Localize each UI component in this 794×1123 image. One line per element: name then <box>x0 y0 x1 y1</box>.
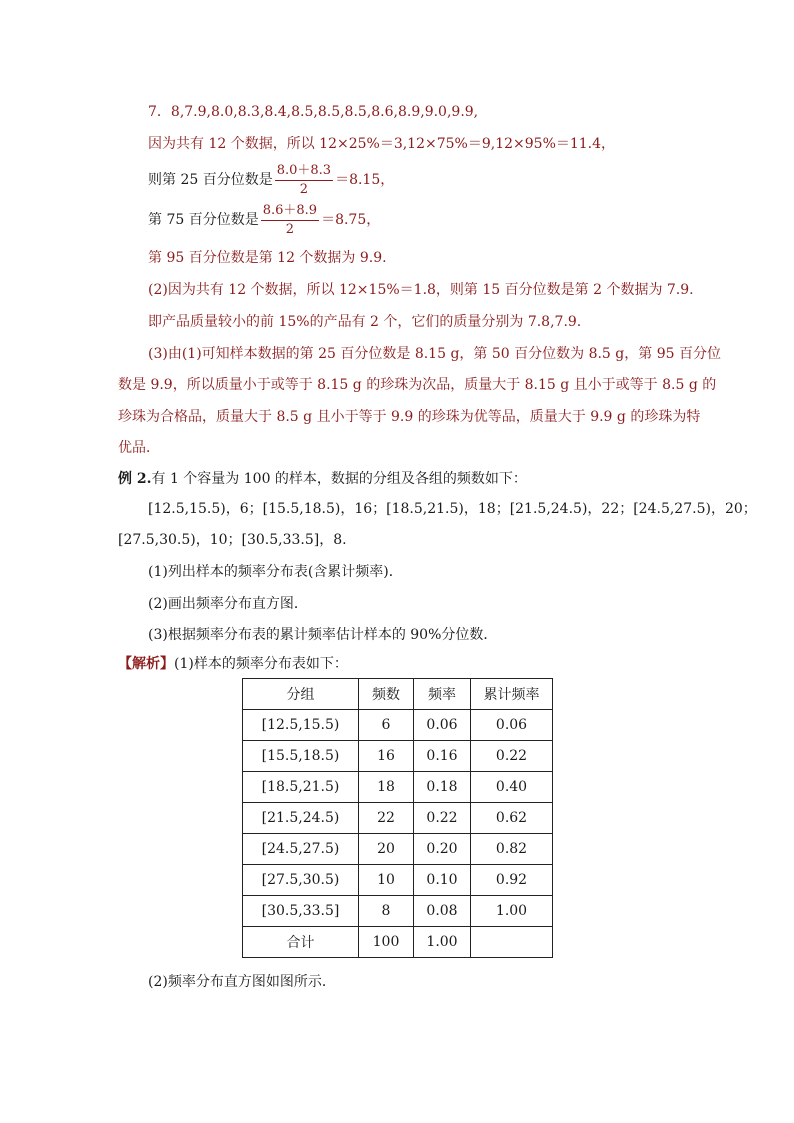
cell-cumulative: 1.00 <box>471 896 553 927</box>
cell-frequency: 0.10 <box>414 865 471 896</box>
table-row <box>243 865 553 896</box>
cell-total-count: 100 <box>359 927 414 958</box>
p95-line: 第 95 百分位数是第 12 个数据为 9.9. <box>148 250 387 266</box>
cell-group: [12.5,15.5) <box>243 710 359 741</box>
cell-count: 22 <box>359 803 414 834</box>
table-total-row <box>243 927 553 958</box>
cell-frequency: 0.22 <box>414 803 471 834</box>
cell-group: [27.5,30.5) <box>243 865 359 896</box>
cell-count: 16 <box>359 741 414 772</box>
header-frequency: 频率 <box>414 679 471 710</box>
header-cumulative: 累计频率 <box>471 679 553 710</box>
cell-group: [18.5,21.5) <box>243 772 359 803</box>
cell-frequency: 0.08 <box>414 896 471 927</box>
cell-cumulative: 0.92 <box>471 865 553 896</box>
part3-line1: (3)由(1)可知样本数据的第 25 百分位数是 8.15 g，第 50 百分位数为 8.5 g，第 95 百分位 <box>148 346 721 362</box>
cell-group: [21.5,24.5) <box>243 803 359 834</box>
p75-suffix: ＝8.75， <box>321 212 381 228</box>
p25-prefix: 则第 25 百分位数是 <box>148 172 273 188</box>
solution-part2: (2)频率分布直方图如图所示． <box>148 974 336 990</box>
cell-count: 18 <box>359 772 414 803</box>
p25-fraction <box>275 162 333 199</box>
cell-frequency: 0.18 <box>414 772 471 803</box>
p75-prefix: 第 75 百分位数是 <box>148 212 259 228</box>
p75-denominator: 2 <box>285 221 295 237</box>
p25-suffix: ＝8.15， <box>335 172 395 188</box>
cell-frequency: 0.20 <box>414 834 471 865</box>
cell-total-frequency: 1.00 <box>414 927 471 958</box>
cell-frequency: 0.16 <box>414 741 471 772</box>
cell-count: 10 <box>359 865 414 896</box>
part3-line2: 数是 9.9，所以质量小于或等于 8.15 g 的珍珠为次品，质量大于 8.15 g 且小于或等于 8.5 g 的 <box>118 377 717 393</box>
part2-line2: 即产品质量较小的前 15%的产品有 2 个，它们的质量分别为 7.8,7.9. <box>148 314 582 330</box>
table-row <box>243 834 553 865</box>
solution-tag: 【解析】 <box>118 656 174 672</box>
p75-numerator: 8.6＋8.9 <box>261 202 319 221</box>
groups-line1: [12.5,15.5)，6；[15.5,18.5)，16；[18.5,21.5)，18；[21.5,24.5)，22；[24.5,27.5)，20； <box>148 501 757 517</box>
cell-group: [30.5,33.5] <box>243 896 359 927</box>
table-row <box>243 772 553 803</box>
table-row <box>243 741 553 772</box>
cell-cumulative: 0.82 <box>471 834 553 865</box>
count-line <box>148 134 615 154</box>
groups-line2: [27.5,30.5)，10；[30.5,33.5]，8. <box>118 532 347 548</box>
part2-line1: (2)因为共有 12 个数据，所以 12×15%＝1.8，则第 15 百分位数是第 2 个数据为 7.9. <box>148 282 694 298</box>
table-row <box>243 803 553 834</box>
solution-intro: (1)样本的频率分布表如下： <box>174 656 348 672</box>
cell-cumulative: 0.40 <box>471 772 553 803</box>
table-row <box>243 710 553 741</box>
cell-count: 8 <box>359 896 414 927</box>
table-row <box>243 896 553 927</box>
cell-count: 6 <box>359 710 414 741</box>
question3: (3)根据频率分布表的累计频率估计样本的 90%分位数． <box>148 627 498 643</box>
cell-cumulative: 0.06 <box>471 710 553 741</box>
frequency-table <box>242 678 553 958</box>
count-line-text: 因为共有 12 个数据，所以 12×25%＝3,12×75%＝9,12×95%＝11.4， <box>148 136 616 152</box>
cell-cumulative: 0.22 <box>471 741 553 772</box>
cell-group: [15.5,18.5) <box>243 741 359 772</box>
question1: (1)列出样本的频率分布表(含累计频率)． <box>148 564 403 580</box>
solution-heading <box>118 654 348 674</box>
data-line: 7．8,7.9,8.0,8.3,8.4,8.5,8.5,8.5,8.6,8.9,9.0,9.9, <box>148 104 479 120</box>
p25-denominator: 2 <box>299 181 309 197</box>
example2-intro: 有 1 个容量为 100 的样本，数据的分组及各组的频数如下： <box>151 471 527 487</box>
header-count: 频数 <box>359 679 414 710</box>
cell-total-cumulative <box>471 927 553 958</box>
p25-line <box>148 160 394 200</box>
part3-line4: 优品． <box>118 440 160 456</box>
part3-line3: 珍珠为合格品，质量大于 8.5 g 且小于等于 9.9 的珍珠为优等品，质量大于 9.9 g 的珍珠为特 <box>118 409 701 425</box>
header-group: 分组 <box>243 679 359 710</box>
cell-total-label: 合计 <box>243 927 359 958</box>
p75-line <box>148 200 380 240</box>
table-header-row <box>243 679 553 710</box>
cell-cumulative: 0.62 <box>471 803 553 834</box>
cell-frequency: 0.06 <box>414 710 471 741</box>
question2: (2)画出频率分布直方图． <box>148 596 308 612</box>
cell-group: [24.5,27.5) <box>243 834 359 865</box>
cell-count: 20 <box>359 834 414 865</box>
example2-heading <box>118 469 527 489</box>
p25-numerator: 8.0＋8.3 <box>275 162 333 181</box>
example2-label: 例 2. <box>118 471 152 487</box>
p75-fraction <box>261 202 319 239</box>
